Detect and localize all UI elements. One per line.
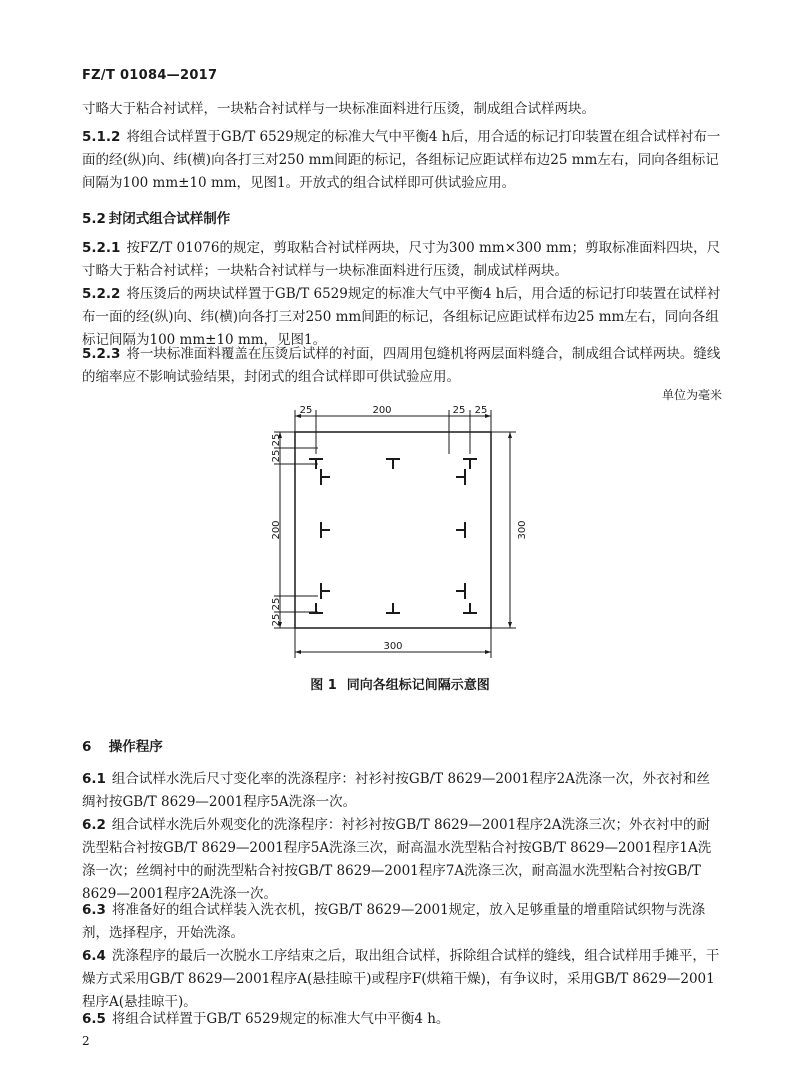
paragraph-text: 洗涤程序的最后一次脱水工序结束之后，取出组合试样，拆除组合试样的缝线，组合试样用手摊平，干燥方式采用GB/T 8629—2001程序A(悬挂晾干)或程序F(烘箱干燥)，有争议时，采用GB/T 8629—2001程序A(悬挂晾干)。: [82, 948, 720, 1010]
figure-1-diagram: [266, 402, 532, 664]
paragraph-text: 将组合试样置于GB/T 6529规定的标准大气中平衡4 h。: [111, 1011, 450, 1027]
dim-label: 25: [299, 405, 313, 416]
paragraph-continued: [82, 98, 722, 121]
heading-text: 封闭式组合试样制作: [108, 211, 231, 227]
heading-number: 6: [82, 739, 92, 755]
paragraph-6-5: [82, 1008, 722, 1031]
dim-label: 300: [517, 520, 528, 540]
clause-number: 5.1.2: [82, 129, 121, 145]
figure-caption: [0, 674, 800, 693]
paragraph-5-2-1: [82, 237, 722, 283]
paragraph-5-2-3: [82, 343, 722, 389]
clause-number: 6.5: [82, 1011, 106, 1027]
paragraph-text: 将准备好的组合试样装入洗衣机，按GB/T 8629—2001规定，放入足够重量的增重陪试织物与洗涤剂，选择程序，开始洗涤。: [82, 902, 706, 941]
paragraph-text: 组合试样水洗后外观变化的洗涤程序：衬衫衬按GB/T 8629—2001程序2A洗涤三次；外衣衬中的耐洗型粘合衬按GB/T 8629—2001程序5A洗涤三次，耐高温水洗型粘合衬按GB/T 8629—2001程序1A洗涤一次；丝绸衬中的耐洗型粘合衬按GB/T 8629—2001程序7A洗涤三次，耐高温水洗型粘合衬按GB/T 8629—2001程序2A洗涤一次。: [82, 817, 712, 902]
paragraph-6-2: [82, 814, 722, 906]
paragraph-text: 组合试样水洗后尺寸变化率的洗涤程序：衬衫衬按GB/T 8629—2001程序2A洗涤一次，外衣衬和丝绸衬按GB/T 8629—2001程序5A洗涤一次。: [82, 771, 711, 810]
document-header: FZ/T 01084—2017: [82, 68, 218, 83]
paragraph-5-2-2: [82, 283, 722, 352]
page-number: 2: [82, 1034, 90, 1048]
dim-label: 25: [452, 405, 466, 416]
dim-label: 300: [383, 641, 403, 652]
clause-number: 6.2: [82, 817, 106, 833]
clause-number: 5.2.3: [82, 346, 121, 362]
paragraph-6-1: [82, 768, 722, 814]
paragraph-text: 按FZ/T 01076的规定，剪取粘合衬试样两块，尺寸为300 mm×300 mm；剪取标准面料四块，尺寸略大于粘合衬试样；一块粘合衬试样与一块标准面料进行压烫，制成试样两块。: [82, 240, 721, 279]
dim-label: 25: [271, 433, 282, 447]
clause-number: 6.1: [82, 771, 106, 787]
heading-5-2: [82, 207, 230, 227]
warp-weft-marks: [309, 459, 477, 613]
heading-text: 操作程序: [108, 739, 163, 755]
clause-number: 6.3: [82, 902, 106, 918]
unit-label: 单位为毫米: [661, 388, 722, 402]
heading-6: [82, 735, 163, 755]
paragraph-text: 将压烫后的两块试样置于GB/T 6529规定的标准大气中平衡4 h后，用合适的标记打印装置在试样衬布一面的经(纵)向、纬(横)向各打三对250 mm间距的标记，各组标记应距试样布边25 mm左右，同向各组标记间隔为100 mm±10 mm，见图1。: [82, 286, 721, 348]
paragraph-text: 将组合试样置于GB/T 6529规定的标准大气中平衡4 h后，用合适的标记打印装置在组合试样衬布一面的经(纵)向、纬(横)向各打三对250 mm间距的标记，各组标记应距试样布边25 mm左右，同向各组标记间隔为100 mm±10 mm，见图1。开放式的组合试样即可供试验应用。: [82, 129, 721, 191]
clause-number: 5.2.2: [82, 286, 121, 302]
dim-label: 200: [372, 405, 392, 416]
clause-number: 5.2.1: [82, 240, 121, 256]
heading-number: 5.2: [82, 211, 106, 227]
figure-number: 图 1: [310, 678, 337, 693]
dim-label: 25: [474, 405, 488, 416]
dim-label: 200: [271, 520, 282, 540]
paragraph-text: 将一块标准面料覆盖在压烫后试样的衬面，四周用包缝机将两层面料缝合，制成组合试样两块。缝线的缩率应不影响试验结果，封闭式的组合试样即可供试验应用。: [82, 346, 721, 385]
figure-title: 同向各组标记间隔示意图: [346, 678, 490, 693]
paragraph-6-3: [82, 899, 722, 945]
clause-number: 6.4: [82, 948, 106, 964]
paragraph-5-1-2: [82, 126, 722, 195]
dim-label: 25: [271, 597, 282, 611]
dim-label: 25: [271, 449, 282, 463]
dim-label: 25: [271, 613, 282, 627]
paragraph-6-4: [82, 945, 722, 1014]
paragraph-text: 寸略大于粘合衬试样，一块粘合衬试样与一块标准面料进行压烫，制成组合试样两块。: [82, 101, 595, 117]
